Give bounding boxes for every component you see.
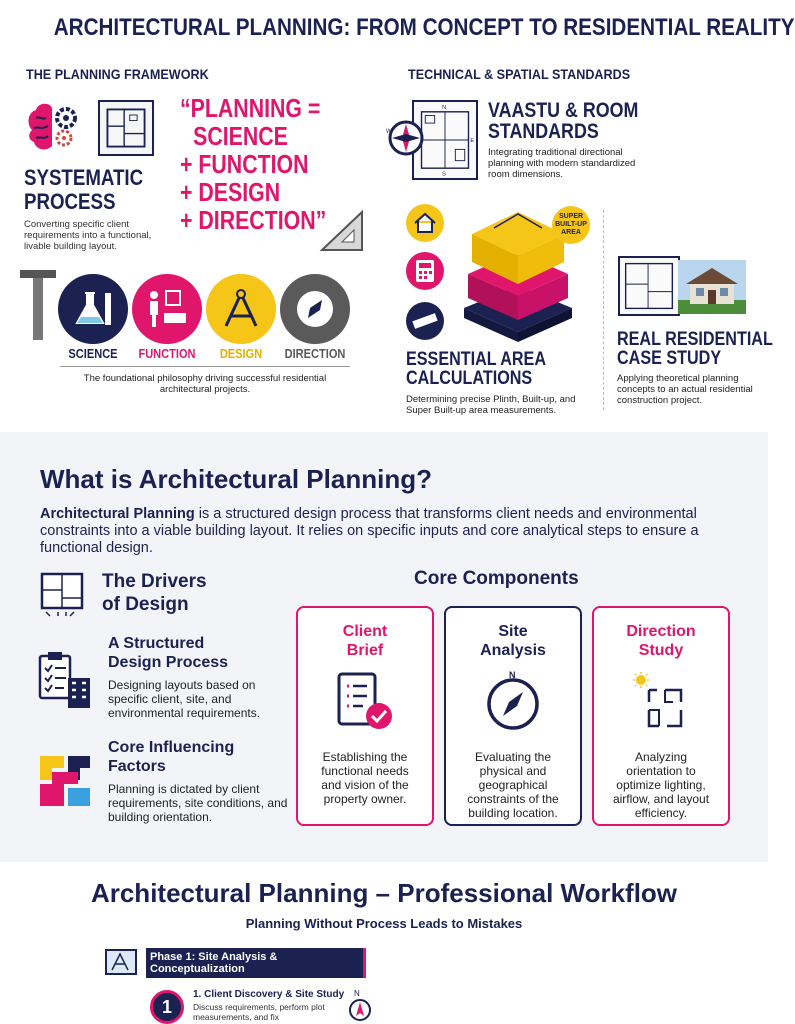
compass-icon <box>483 672 543 732</box>
drafting-compass-icon <box>218 286 264 332</box>
structured-title-line-2: Design Process <box>108 654 229 671</box>
step-compass-north: N <box>354 989 360 998</box>
divider <box>60 366 350 367</box>
card-client-brief <box>296 606 434 826</box>
circle-label-direction: DIRECTION <box>284 346 346 361</box>
area-title-line-2: CALCULATIONS <box>406 368 533 389</box>
section-desc <box>40 506 730 557</box>
divider <box>603 210 604 410</box>
case-title-line-2: CASE STUDY <box>617 348 722 369</box>
technical-heading: TECHNICAL & SPATIAL STANDARDS <box>408 66 631 82</box>
house-icon <box>413 212 437 234</box>
card-desc: Establishing the functional needs and vision of the property owner. <box>321 750 409 806</box>
area-title-line-1: ESSENTIAL AREA <box>406 349 546 370</box>
card-title-line-1: Direction <box>626 623 696 640</box>
vaastu-title-line-2: STANDARDS <box>488 120 599 143</box>
quote-line-2: SCIENCE <box>193 121 288 151</box>
vaastu-east: E <box>470 137 475 144</box>
t-square-icon <box>20 270 56 340</box>
house-photo <box>678 260 746 314</box>
brain-gear-icon <box>24 100 78 156</box>
area-calc-title <box>406 350 546 388</box>
house-icon-circle <box>406 204 444 242</box>
card-title-line-2: Study <box>638 642 684 659</box>
card-direction-study <box>592 606 730 826</box>
person-furniture-icon <box>144 287 190 331</box>
document-check-icon <box>335 672 395 732</box>
phase-line-2: Conceptualization <box>150 963 245 975</box>
ruler-icon-circle <box>406 302 444 340</box>
structured-process-desc: Designing layouts based on specific client, site, and environmental requirements. <box>108 678 261 720</box>
design-circle <box>206 274 276 344</box>
framework-desc: The foundational philosophy driving successful residential architectural projects. <box>83 373 327 395</box>
phase-1-banner <box>146 948 366 978</box>
systematic-process-title <box>24 166 143 214</box>
phase-line-1: Phase 1: Site Analysis & <box>150 951 278 963</box>
quote-line-4: + DESIGN <box>180 177 281 207</box>
vaastu-north: N <box>442 105 447 111</box>
floor-plan-icon <box>98 100 154 156</box>
workflow-section <box>0 862 768 1024</box>
desc-bold: Architectural Planning <box>40 506 195 522</box>
vaastu-title <box>488 100 638 142</box>
case-title-line-1: REAL RESIDENTIAL <box>617 329 773 350</box>
flask-ruler-icon <box>71 287 115 331</box>
card-site-analysis <box>444 606 582 826</box>
site-compass-north: N <box>509 670 516 680</box>
case-study-desc: Applying theoretical planning concepts to an actual residential construction project. <box>617 373 753 406</box>
card-title-line-1: Site <box>498 623 528 640</box>
quote-line-1: “PLANNING = <box>180 93 321 123</box>
planning-quote <box>180 94 326 234</box>
workflow-title: Architectural Planning – Professional Workflow <box>90 878 678 908</box>
compass-icon <box>388 120 424 156</box>
step-desc: Discuss requirements, perform plot measurements, and fix <box>193 1002 325 1022</box>
influencing-factors-desc: Planning is dictated by client requirements, site conditions, and building orientation. <box>108 782 288 824</box>
card-title <box>446 622 580 660</box>
compass-west: W <box>386 129 392 135</box>
card-desc: Evaluating the physical and geographical constraints of the building location. <box>467 750 559 820</box>
card-title-line-1: Client <box>342 623 388 640</box>
blueprint-compass-icon <box>104 948 140 978</box>
circle-label-science: SCIENCE <box>68 346 118 361</box>
vaastu-south: S <box>442 171 446 178</box>
blueprint-icon <box>38 572 86 616</box>
super-built-up-badge: SUPER BUILT-UP AREA <box>552 206 590 244</box>
workflow-subtitle: Planning Without Process Leads to Mistakes <box>245 916 523 931</box>
set-square-icon <box>318 208 366 254</box>
calculator-icon <box>415 259 435 283</box>
science-circle <box>58 274 128 344</box>
factors-title-line-1: Core Influencing <box>108 739 235 756</box>
case-study-title <box>617 330 773 368</box>
quote-line-5: + DIRECTION” <box>180 205 327 235</box>
card-title <box>594 622 728 660</box>
area-calc-desc: Determining precise Plinth, Built-up, and Super Built-up area measurements. <box>406 394 576 416</box>
card-title-line-2: Brief <box>346 642 384 659</box>
influencing-factors-title <box>108 738 234 776</box>
blocks-icon <box>38 754 92 808</box>
step-number-badge: 1 <box>150 990 184 1024</box>
systematic-title-line-2: PROCESS <box>24 189 116 214</box>
structured-title-line-1: A Structured <box>108 635 205 652</box>
quote-line-3: + FUNCTION <box>180 149 309 179</box>
drivers-title-line-1: The Drivers <box>102 571 207 592</box>
step-title: 1. Client Discovery & Site Study <box>193 989 345 1000</box>
checklist-building-icon <box>38 650 92 708</box>
systematic-title-line-1: SYSTEMATIC <box>24 165 144 190</box>
card-title <box>298 622 432 660</box>
vaastu-title-line-1: VAASTU & ROOM <box>488 99 639 122</box>
direction-circle <box>280 274 350 344</box>
calculator-icon-circle <box>406 252 444 290</box>
navigation-compass-icon <box>292 286 338 332</box>
what-is-planning-section <box>0 432 768 862</box>
factors-title-line-2: Factors <box>108 758 166 775</box>
circle-label-design: DESIGN <box>219 346 263 361</box>
overview-infographic <box>0 0 795 432</box>
function-circle <box>132 274 202 344</box>
desc-rest: is a structured design process that transforms client needs and environmental constraints into a viable building layout. It relies on specific inputs and core analytical steps to ensure a functional design. <box>40 506 699 556</box>
framework-heading: THE PLANNING FRAMEWORK <box>26 66 209 82</box>
drivers-title-line-2: of Design <box>102 594 189 615</box>
circle-label-function: FUNCTION <box>138 346 196 361</box>
compass-icon <box>340 988 374 1022</box>
ruler-icon <box>413 313 437 329</box>
house-illustration-icon <box>678 260 746 314</box>
drivers-title <box>102 570 207 616</box>
systematic-process-desc: Converting specific client requirements into a functional, livable building layout. <box>24 219 152 252</box>
section-title: What is Architectural Planning? <box>40 464 432 494</box>
card-title-line-2: Analysis <box>480 642 546 659</box>
residential-plan-icon <box>618 256 680 316</box>
core-components-title: Core Components <box>414 568 579 589</box>
vaastu-desc: Integrating traditional directional planning with modern standardized room dimensions. <box>488 147 636 180</box>
card-desc: Analyzing orientation to optimize lighting, airflow, and layout efficiency. <box>612 750 710 820</box>
main-title: ARCHITECTURAL PLANNING: FROM CONCEPT TO RESIDENTIAL REALITY <box>53 14 795 41</box>
structured-process-title <box>108 634 228 672</box>
sun-floorplan-icon <box>631 672 691 732</box>
